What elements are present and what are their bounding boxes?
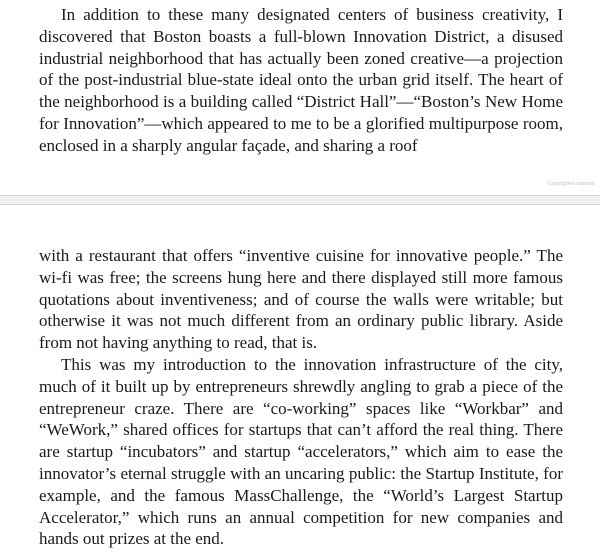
page-bottom-text <box>39 245 563 550</box>
copyright-watermark: Copyrighted material <box>547 181 594 187</box>
paragraph-district: In addition to these many designated centers of business creativity, I discovered that Boston boasts a full-blown Innovation District, a disused industrial neighborhood that has actually been zoned creative—a projection of the post-industrial blue-state ideal onto the urban grid itself. The heart of the neighborhood is a building called “District Hall”—“Boston’s New Home for Innovation”—which appeared to me to be a glorified multipurpose room, enclosed in a sharply angular façade, and sharing a roof <box>39 5 563 155</box>
page-bottom <box>0 205 600 549</box>
page-top-text <box>39 4 563 157</box>
paragraph-continuation: with a restaurant that offers “inventive cuisine for innovative people.” The wi-fi was free; the screens hung here and there displayed still more famous quotations about inventiveness; and of course the walls were writable; but otherwise it was not much different from an ordinary public library. Aside from not having anything to read, that is. <box>39 246 563 353</box>
paragraph-infrastructure: This was my introduction to the innovation infrastructure of the city, much of it built up by entrepreneurs shrewdly angling to grab a piece of the entrepreneur craze. There are “co-working” spaces like “Workbar” and “WeWork,” shared offices for startups that can’t afford the real thing. There are startup “incubators” and startup “accelerators,” which aim to ease the innovator’s eternal struggle with an uncaring public: the Startup Institute, for example, and the famous MassChallenge, the “World’s Largest Startup Accelerator,” which runs an annual competition for new companies and hands out prizes at the end. <box>39 354 563 549</box>
page-divider <box>0 195 600 205</box>
page-top <box>0 0 600 195</box>
